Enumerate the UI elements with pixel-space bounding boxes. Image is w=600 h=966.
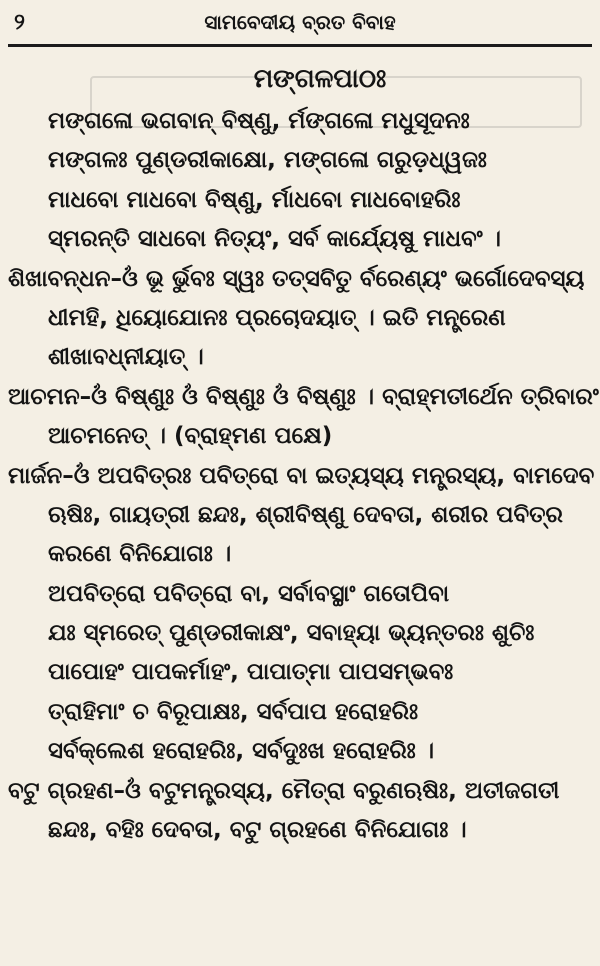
running-title: ସାମବେଦୀୟ ବ୍ରତ ବିବାହ [204,10,396,34]
verse-line: ତ୍ରାହିମାଂ ଚ ବିରୂପାକ୍ଷଃ, ସର୍ବପାପ ହରୋହରିଃ [48,698,419,725]
verse-line: ଅପବିତ୍ରୋ ପବିତ୍ରୋ ବା, ସର୍ବାବସ୍ଥାଂ ଗତୋପିବା [48,580,450,607]
verse-line: ମାଧବୋ ମାଧବୋ ବିଷ୍ଣୁ, ର୍ମାଧବୋ ମାଧବୋହରିଃ [48,186,461,213]
marjana-cont: କରଣେ ବିନିଯୋଗଃ । [48,541,232,568]
page-header [0,0,600,52]
batu-grahana-cont: ଛନ୍ଦଃ, ବହିଃ ଦେବତା, ବଟୁ ଗ୍ରହଣେ ବିନିଯୋଗଃ । [48,817,467,844]
page-body [0,56,600,961]
shikhabandhana-lead: ଶିଖାବନ୍ଧନ–ଓଁ ଭୂ ର୍ଭୁବଃ ସ୍ୱଃ ତତ୍ସବିତୁ ର୍ବରେଣ୍ୟଂ ଭର୍ଗୋଦେବସ୍ୟ [8,265,585,292]
page-number: ୨ [14,10,25,35]
achamana-cont: ଆଚମନେତ୍ । (ବ୍ରାହ୍ମଣ ପକ୍ଷେ) [48,423,333,450]
verse-line: ମଙ୍ଗଳଃ ପୁଣ୍ଡରୀକାକ୍ଷୋ, ମଙ୍ଗଳୋ ଗରୁଡ଼ଧ୍ୱଜଃ [48,147,487,174]
marjana-cont: ଋଷିଃ, ଗାୟତ୍ରୀ ଛନ୍ଦଃ, ଶ୍ରୀବିଷ୍ଣୁ ଦେବତା, ଶରୀର ପବିତ୍ର [48,501,563,528]
verse-line: ସର୍ବକ୍ଲେଶ ହରୋହରିଃ, ସର୍ବଦୁଃଖ ହରୋହରିଃ । [48,738,435,765]
marjana-lead: ମାର୍ଜନ–ଓଁ ଅପବିତ୍ରଃ ପବିତ୍ରୋ ବା ଇତ୍ୟସ୍ୟ ମନ୍ତ୍ରସ୍ୟ, ବାମଦେବ [8,462,595,489]
achamana-lead: ଆଚମନ–ଓଁ ବିଷ୍ଣୁଃ ଓଁ ବିଷ୍ଣୁଃ ଓଁ ବିଷ୍ଣୁଃ । ବ୍ରାହ୍ମତୀର୍ଥେନ ତ୍ରିବାରଂ [8,383,599,410]
header-rule [8,44,592,47]
section-heading: ମଙ୍ଗଳପାଠଃ [253,64,387,94]
verse-line: ସ୍ମରନ୍ତି ସାଧବୋ ନିତ୍ୟଂ, ସର୍ବ କାର୍ଯ୍ୟେଷୁ ମାଧବଂ । [48,226,502,253]
shikhabandhana-cont: ଶୀଖାବଧ୍ନୀୟାତ୍ । [48,344,204,371]
batu-grahana-lead: ବଟୁ ଗ୍ରହଣ–ଓଁ ବଟୁମନ୍ତ୍ରସ୍ୟ, ମୈତ୍ରା ବରୁଣଋଷିଃ, ଅତୀଜଗତୀ [8,777,560,804]
verse-line: ମଙ୍ଗଳୋ ଭଗବାନ୍ ବିଷ୍ଣୁ, ର୍ମଙ୍ଗଳୋ ମଧୁସୂଦନଃ [48,108,470,134]
verse-line: ଯଃ ସ୍ମରେତ୍ ପୁଣ୍ଡରୀକାକ୍ଷଂ, ସବାହ୍ୟା ଭ୍ୟନ୍ତରଃ ଶୁଚିଃ [48,620,535,647]
shikhabandhana-cont: ଧୀମହି, ଧିୟୋଯୋନଃ ପ୍ରଚୋଦୟାତ୍ । ଇତି ମନ୍ତ୍ରେଣ [48,304,506,331]
verse-line: ପାପୋହଂ ପାପକର୍ମାହଂ, ପାପାତ୍ମା ପାପସମ୍ଭବଃ [48,659,454,686]
